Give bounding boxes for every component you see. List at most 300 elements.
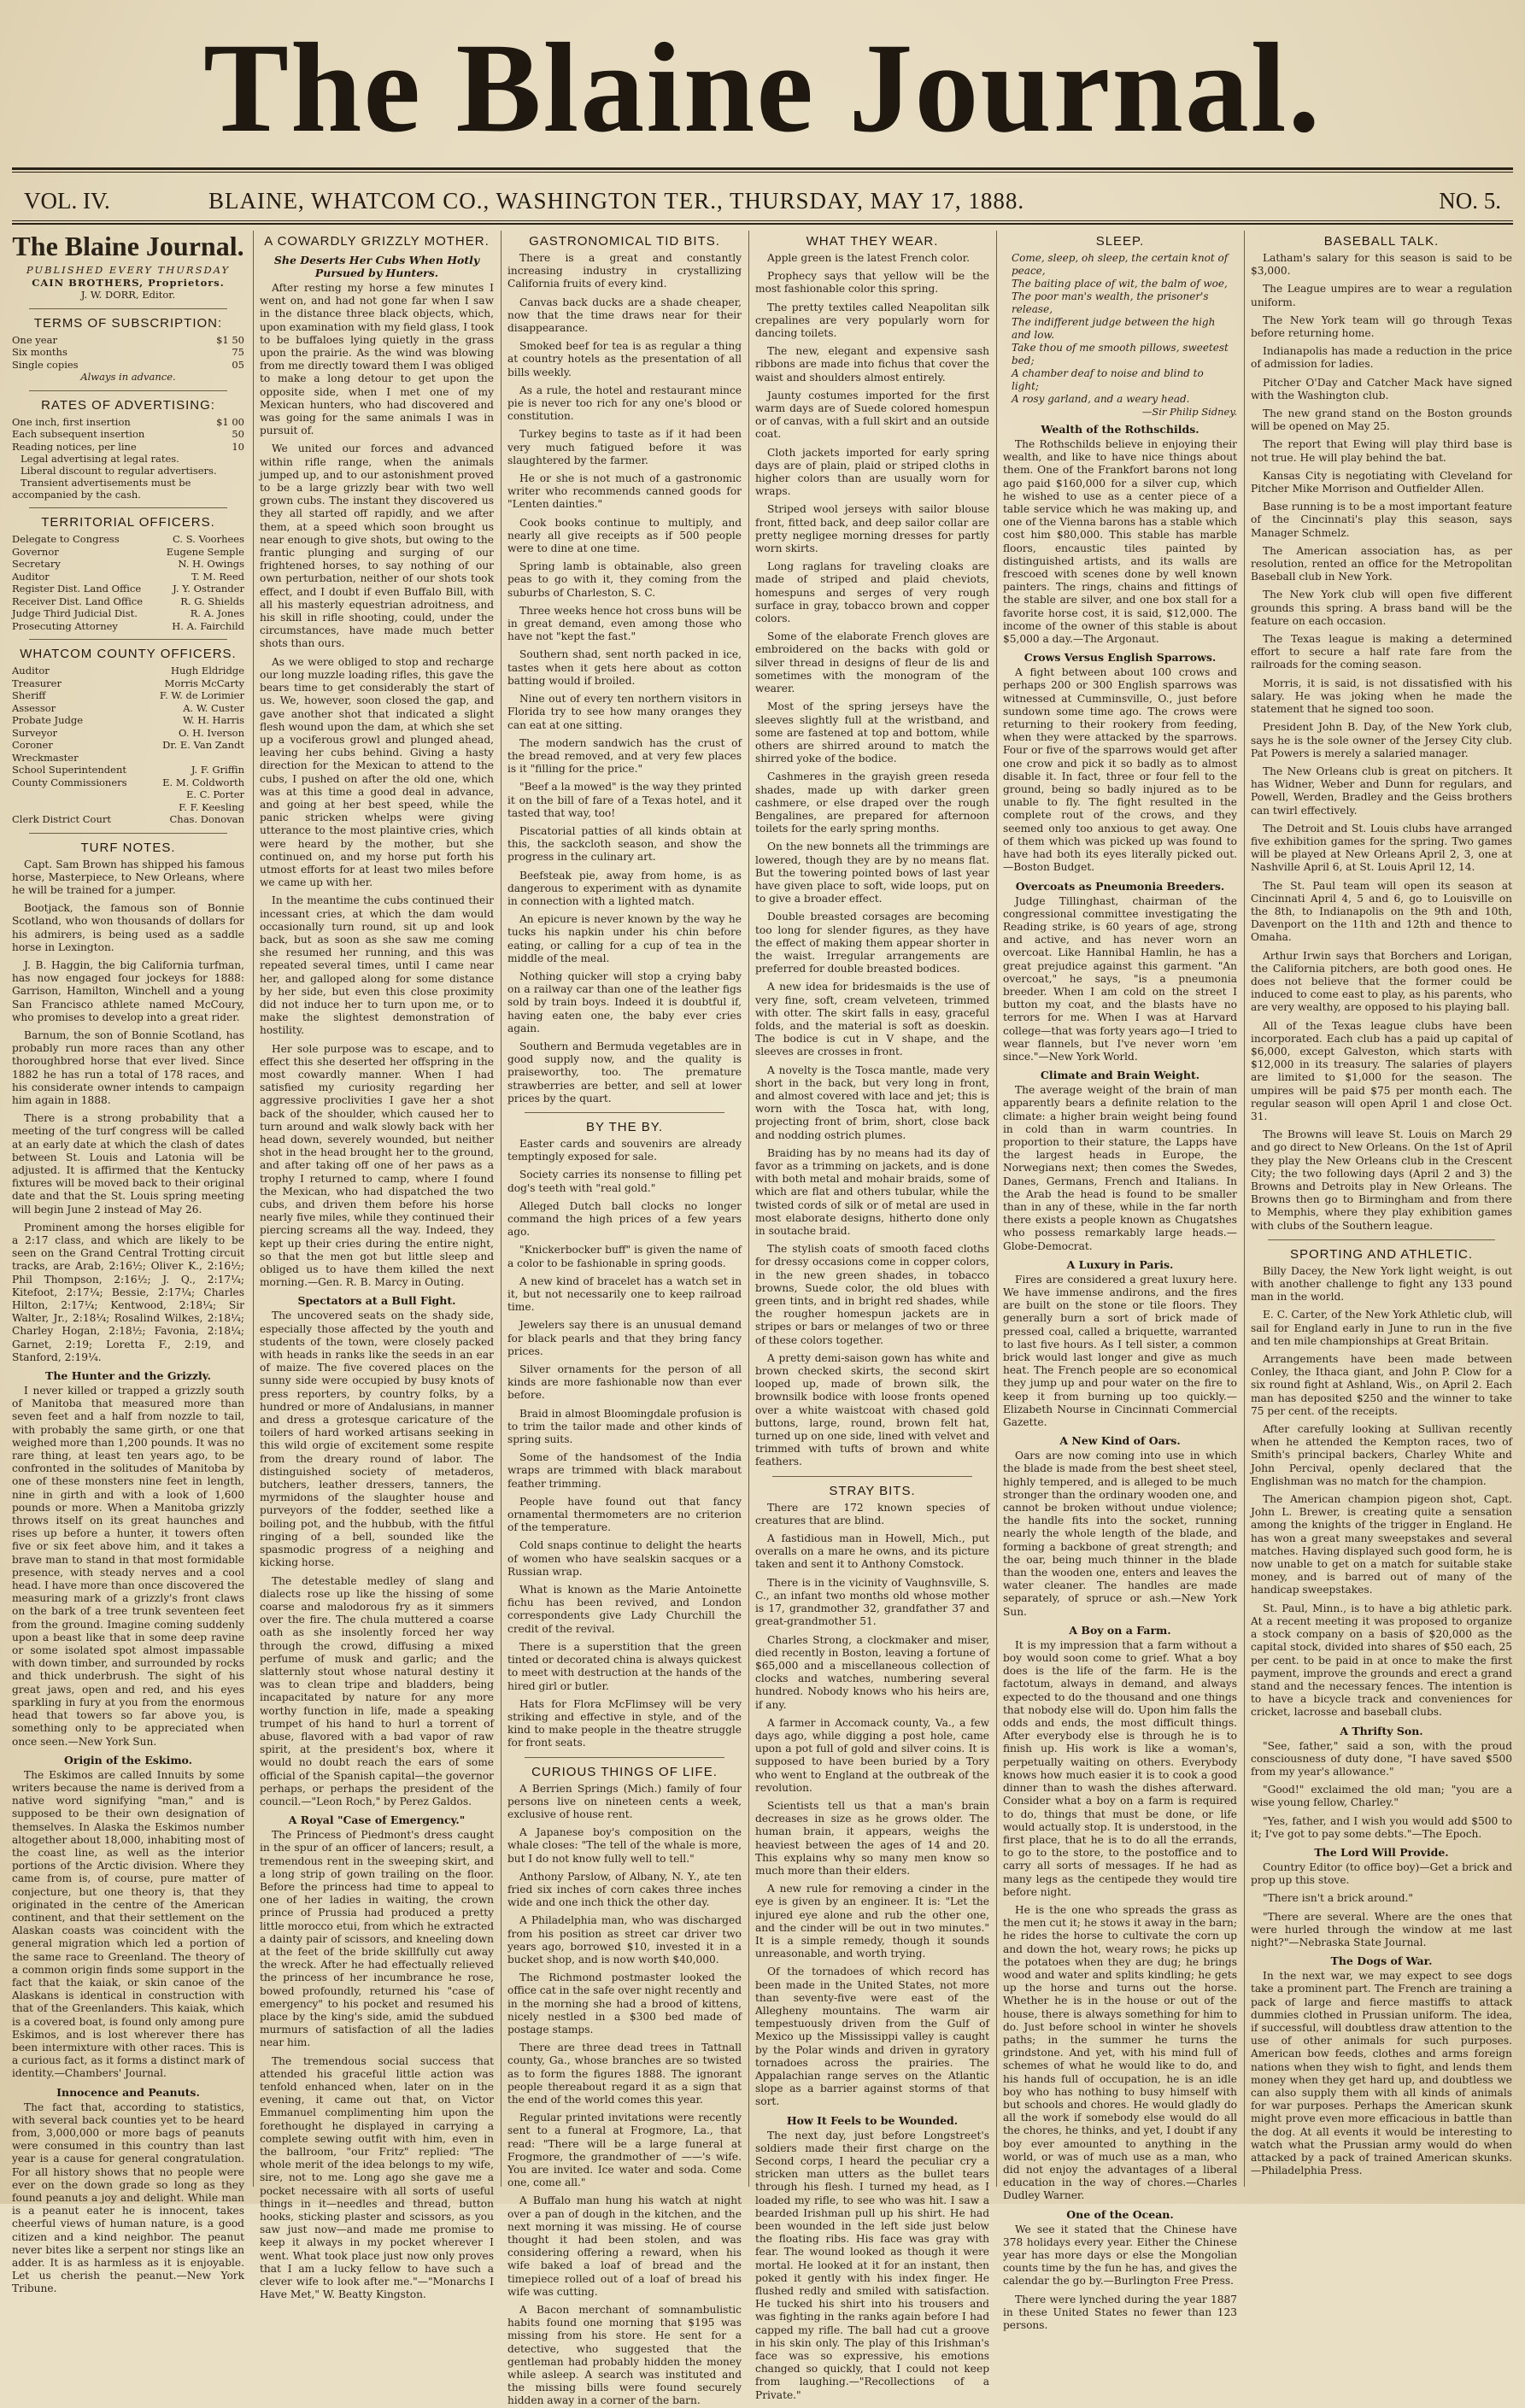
listing-row (12, 595, 244, 608)
grizzly-heading: A COWARDLY GRIZZLY MOTHER. (264, 234, 490, 249)
article-paragraph: Country Editor (to office boy)—Get a brick and prop up this stove. (1251, 1860, 1512, 1887)
article-paragraph: An epicure is never known by the way he tucks his napkin under his chin before eating, or calling for a cup of tea in the middle of the meal. (507, 913, 742, 964)
article-paragraph: Hats for Flora McFlimsey will be very striking and effective in style, and of the kind to make people in the theatre struggle for front seats. (507, 1697, 742, 1749)
listing-label: Probate Judge (12, 714, 84, 726)
listing-row (12, 546, 244, 559)
article-paragraph: The next day, just before Longstreet's soldiers made their first charge on the Second corps, I heard the peculiar cry a stricken man utters as the bullet tears through his flesh. I turned my head, as I loaded my rifle, to see who was hit. I saw a bearded Irishman pull up his shirt. He had been wounded in the left side just below the floating ribs. His face was gray with fear. The wound looked as though it were mortal. He looked at it for an instant, then poked it gently with his index finger. He flushed redly and smiled with satisfaction. He tucked his shirt into his trousers and was fighting in the ranks again before I had capped my rifle. The ball had cut a groove in his skin only. The play of this Irishman's face was so expressive, his emotions changed so quickly, that I could not keep from laughing.—"Recollections of a Private." (755, 2129, 989, 2401)
column-rule (1244, 231, 1245, 2187)
article-paragraph: Spring lamb is obtainable, also green peas to go with it, they coming from the suburbs of Charleston, S. C. (507, 560, 742, 599)
poem-line: The indifferent judge between the high and low. (1012, 316, 1216, 341)
article-paragraph: He or she is not much of a gastronomic writer who recommends canned goods for "Lenten dainties." (507, 472, 742, 511)
subscription-note: Always in advance. (80, 371, 176, 383)
listing-value: R. A. Jones (190, 607, 244, 619)
article-paragraph: Morris, it is said, is not dissatisfied with his salary. He was joking when he made the statement that he signed too soon. (1251, 677, 1512, 716)
article-paragraph: Oars are now coming into use in which the blade is made from the best sheet steel, highly tempered, and is alleged to be much stronger than the ordinary wooden one, and cannot be broken without undue violence; the handle fits into the socket, running nearly the whole length of the blade, and forming a backbone of great strength; and the oar, being much thinner in the blade than the wooden one, enters and leaves the water cleaner. The handles are made separately, of spruce or ash.—New York Sun. (1003, 1450, 1237, 1618)
article-paragraph: As we were obliged to stop and recharge our long muzzle loading rifles, this gave the bears time to get considerably the start of us. We, however, soon closed the gap, and gave another shot that indicated a slight flesh wound upon the dam, at which she set up a vociferous growl and plunged ahead, leaving her cubs behind. Giving a hasty direction for the Mexican to attend to the cubs, I pushed on after the old one, which was at this time a good deal in advance, and going at her best speed, while the panic stricken whelps were giving utterance to the most plaintive cries, which were heard by the mother, but she continued on, and my horse put forth his utmost efforts for at least two miles before we came up with her. (260, 655, 494, 889)
column-rule (748, 231, 749, 2187)
crows-heading: Crows Versus English Sparrows. (1024, 651, 1217, 665)
listing-row (12, 689, 244, 702)
article-paragraph: Silver ornaments for the person of all kinds are more fashionable now than ever before. (507, 1363, 742, 1402)
article-paragraph: Prophecy says that yellow will be the most fashionable color this spring. (755, 270, 989, 296)
article-paragraph: Charles Strong, a clockmaker and miser, died recently in Boston, leaving a fortune of $65,000 and a miscellaneous collection of clocks and watches, numbering several hundred. Nobody knows who his heirs are, if any. (755, 1633, 989, 1711)
oars-article (1003, 1450, 1237, 1619)
article-paragraph: Braid in almost Bloomingdale profusion is to trim the tailor made and other kinds of spring suits. (507, 1407, 742, 1446)
article-paragraph: Jaunty costumes imported for the first warm days are of Suede colored homespun or of canvas, with a full skirt and an outside coat. (755, 389, 989, 441)
article-paragraph: Regular printed invitations were recently sent to a funeral at Frogmore, La., that read: "There will be a large funeral at Frogmore, the grandmother of ——'s wife. You are invited. Ice water and soda. Come one, come all." (507, 2112, 742, 2189)
listing-row (12, 714, 244, 727)
sporting-heading: SPORTING AND ATHLETIC. (1290, 1246, 1473, 1262)
peanuts-heading: Innocence and Peanuts. (56, 2085, 200, 2099)
wounded-heading: How It Feels to be Wounded. (786, 2113, 959, 2127)
article-paragraph: Beefsteak pie, away from home, is as dangerous to experiment with as dynamite in connection with a lighted match. (507, 869, 742, 907)
listing-label: Delegate to Congress (12, 533, 120, 545)
article-paragraph: We united our forces and advanced within rifle range, when the animals jumped up, and to our astonishment proved to be a large grizzly bear with two well grown cubs. The instant they discovered us they all started off rapidly, and we after them, at a speed which soon brought us near enough to give shots, but owing to the frantic plunging and surging of our frightened horses, to say nothing of our own perturbation, neither of our shots took effect, and I doubt if even Buffalo Bill, with all his masterly equestrian adroitness, and his skill in rifle shooting, could, under the circumstances, have made much better shots than ours. (260, 442, 494, 650)
paper-name: The Blaine Journal. (12, 231, 244, 261)
listing-label: Reading notices, per line (12, 440, 137, 453)
listing-row (12, 334, 244, 347)
listing-row (12, 788, 244, 801)
listing-value: O. H. Iverson (179, 726, 244, 739)
peanuts-article (12, 2101, 244, 2296)
article-paragraph: Indianapolis has made a reduction in the price of admission for ladies. (1251, 345, 1512, 371)
listing-value: 10 (232, 440, 244, 453)
article-paragraph: Latham's salary for this season is said to be $3,000. (1251, 252, 1512, 278)
advertising-note: Legal advertising at legal rates. (21, 453, 179, 465)
listing-label: Auditor (12, 570, 50, 583)
article-paragraph: "Beef a la mowed" is the way they printed it on the bill of fare of a Texas hotel, and it tasted that way, too! (507, 781, 742, 819)
article-paragraph: Nothing quicker will stop a crying baby on a railway car than one of the leather figs sold by train boys. Indeed it is doubtful if, having eaten one, the baby ever cries again. (507, 970, 742, 1034)
listing-label: Judge Third Judicial Dist. (12, 607, 138, 619)
article-paragraph: Braiding has by no means had its day of favor as a trimming on jackets, and is done with both metal and mohair braids, some of which are flat and others tubular, while the twisted cords of silk or of metal are used in most elaborate designs, hitherto done only in soutache braid. (755, 1146, 989, 1238)
listing-row (12, 739, 244, 752)
listing-row (12, 441, 244, 454)
poem-line: The baiting place of wit, the balm of woe, (1012, 278, 1228, 290)
listing-label: Auditor (12, 665, 50, 677)
listing-label: Wreckmaster (12, 751, 79, 764)
article-paragraph: As a rule, the hotel and restaurant mince pie is never too rich for any one's blood or constitution. (507, 384, 742, 423)
subscription-table (12, 334, 244, 372)
column-2 (260, 229, 494, 2301)
article-paragraph: A pretty demi-saison gown has white and brown checked skirts, the second skirt looped up, made of brown silk, the brownsilk bodice with loose fronts opened over a white waistcoat with chased gold buttons, large, round, brown felt hat, turned up on one side, lined with velvet and trimmed with tufts of brown and white feathers. (755, 1351, 989, 1468)
listing-row (12, 571, 244, 583)
article-paragraph: A new rule for removing a cinder in the eye is given by an engineer. It is: "Let the injured eye alone and rub the other one, and the cinder will be out in two minutes." It is a simple remedy, though it sounds unreasonable, and worth trying. (755, 1883, 989, 1960)
masthead: The Blaine Journal. (202, 17, 1323, 159)
byby-heading: BY THE BY. (585, 1119, 664, 1134)
article-paragraph: After resting my horse a few minutes I went on, and had not gone far when I saw in the distance three black objects, which, upon examination with my field glass, I took to be buffaloes lying quietly in the grass upon the prairie. As the wind was blowing from me directly toward them I was obliged to make a long detour to get upon the opposite side, when I met one of my Mexican hunters, who had discovered and was going for the same animals I was in pursuit of. (260, 282, 494, 437)
column-1 (12, 229, 244, 2295)
article-paragraph: I never killed or trapped a grizzly south of Manitoba that measured more than seven feet and a half from nozzle to tail, with probably the same girth, or one that weighed more than 1,200 pounds. It was no rare thing, at least ten years ago, to be confronted in the solitudes of Manitoba by one of these monsters nine feet in length, nine in girth and with a look of 1,600 pounds or more. When a Manitoba grizzly throws itself on its great haunches and rises up before a hunter, it towers often five or six feet above him, and it takes a brave man to stand in that most formidable presence, with steady nerves and a cool head. I have more than once discovered the measuring mark of a grizzly's front claws on the bark of a tree trunk seventeen feet from the ground. Imagine coming suddenly upon a beast like that in some deep ravine or some isolated spot almost impassable with down timber, and surrounded by rocks and thick underbrush. The sight of his great jaws, open and red, and his eyes sparkling in fury at you from the enormous head that towers so far above you, is something only to be appreciated when once seen.—New York Sun. (12, 1385, 244, 1748)
article-paragraph: Fires are considered a great luxury here. We have immense andirons, and the fires are built on the stone or tile floors. They generally burn a sort of brick made of pressed coal, called a briquette, warranted to last five hours. As I tell sister, a common brick would last longer and give as much heat. The French people are so economical they jump up and pour water on the fire to keep it from burning up too quickly.—Elizabeth Nourse in Cincinnati Commercial Gazette. (1003, 1273, 1237, 1429)
separator (1268, 1239, 1495, 1240)
column-5 (1003, 229, 1237, 2332)
listing-value: Hugh Eldridge (171, 665, 244, 677)
article-paragraph: There were lynched during the year 1887 in these United States no fewer than 123 persons. (1003, 2293, 1237, 2332)
advertising-table (12, 416, 244, 454)
oars-heading: A New Kind of Oars. (1059, 1434, 1181, 1448)
listing-label: Governor (12, 545, 59, 558)
listing-value: Eugene Semple (166, 545, 244, 558)
ocean-heading: One of the Ocean. (1066, 2207, 1174, 2221)
county-heading: WHATCOM COUNTY OFFICERS. (20, 647, 237, 661)
article-paragraph: Billy Dacey, the New York light weight, is out with another challenge to fight any 133 pound man in the world. (1251, 1264, 1512, 1304)
article-paragraph: "See, father," said a son, with the proud consciousness of duty done, "I have saved $500 from my year's allowance." (1251, 1739, 1512, 1778)
rothschild-heading: Wealth of the Rothschilds. (1041, 423, 1199, 436)
listing-value: F. F. Keesling (179, 800, 244, 813)
article-paragraph: It is my impression that a farm without a boy would soon come to grief. What a boy does is the life of the farm. He is the factotum, always in demand, and always expected to do the thousand and one things that nobody else will do. Upon him falls the odds and ends, the most difficult things. After everybody else is through he is to finish up. His work is like a woman's, perpetually waiting on others. Everybody knows how much easier it is to cook a good dinner than to wash the dishes afterward. Consider what a boy on a farm is required to do, things that must be done, or life would actually stop. It is understood, in the first place, that he is to do all the errands, to go to the store, to the postoffice and to carry all sorts of messages. If he had as many legs as the centipede they would tire before night. (1003, 1638, 1237, 1898)
listing-label: Clerk District Court (12, 813, 111, 825)
listing-row (12, 752, 244, 765)
article-paragraph: The Texas league is making a determined effort to secure a half rate fare from the railroads for the coming season. (1251, 633, 1512, 671)
listing-value: N. H. Owings (178, 558, 244, 570)
poem-line: The poor man's wealth, the prisoner's release, (1012, 290, 1209, 315)
article-paragraph: Anthony Parslow, of Albany, N. Y., ate ten fried six inches of corn cakes three inches wide and one inch thick the other day. (507, 1870, 742, 1909)
listing-label: Surveyor (12, 726, 58, 739)
article-paragraph: Nine out of every ten northern visitors in Florida try to see how many oranges they can eat at one sitting. (507, 693, 742, 731)
lord-heading: The Lord Will Provide. (1314, 1845, 1449, 1859)
article-paragraph: A new idea for bridesmaids is the use of very fine, soft, cream velveteen, trimmed with otter. The skirt falls in easy, graceful folds, and the material is soft as doeskin. The bodice is cut in V shape, and the sleeves are crosses in front. (755, 981, 989, 1058)
baseball-article (1251, 252, 1512, 1233)
climate-article (1003, 1084, 1237, 1253)
listing-value: J. F. Griffin (191, 764, 244, 776)
article-paragraph: Kansas City is negotiating with Cleveland for Pitcher Mike Morrison and Outfielder Allen. (1251, 469, 1512, 495)
listing-label: Prosecuting Attorney (12, 619, 118, 632)
separator (29, 390, 227, 391)
article-paragraph: On the new bonnets all the trimmings are lowered, though they are by no means flat. But the towering pointed bows of last year have given place to soft, wide loops, put on to give a broader effect. (755, 841, 989, 905)
article-paragraph: Cook books continue to multiply, and nearly all give receipts as if 500 people were to dine at one time. (507, 516, 742, 555)
luxury-article (1003, 1274, 1237, 1429)
listing-value: 05 (232, 358, 244, 371)
listing-row (12, 428, 244, 441)
farm-heading: A Boy on a Farm. (1069, 1623, 1171, 1637)
listing-row (12, 583, 244, 595)
article-paragraph: A novelty is the Tosca mantle, made very short in the back, but very long in front, and almost covered with lace and jet; this is worn with the Tosca hat, with long, projecting front of brim, short, close back and nodding ostrich plumes. (755, 1063, 989, 1141)
listing-row (12, 533, 244, 546)
sleep-heading: SLEEP. (1095, 234, 1145, 249)
article-paragraph: Capt. Sam Brown has shipped his famous horse, Masterpiece, to New Orleans, where he will be trained for a jumper. (12, 858, 244, 896)
article-paragraph: In the next war, we may expect to see dogs take a prominent part. The French are training a pack of large and fierce mastiffs to attack dummies clothed in Prussian uniform. The idea, if successful, will doubtless draw attention to the use of other animals for such purposes. American bow feeds, clothes and arms foreign nations when they wish to fight, and lends them money when they get hard up, and doubtless we can also supply them with all kinds of animals for war purposes. Perhaps the American skunk might prove even more efficacious in battle than the dog. At all events it would be interesting to watch what the Prussian army would do when attacked by a pack of trained American skunks.—Philadelphia Press. (1251, 1970, 1512, 2177)
article-paragraph: The new, elegant and expensive sash ribbons are made into fichus that cover the waist and shoulders almost entirely. (755, 345, 989, 384)
article-paragraph: There is a strong probability that a meeting of the turf congress will be called at an early date at which the clash of dates between St. Louis and Latonia will be adjusted. It is affirmed that the Kentucky fixtures will be moved back to their original date and that the St. Louis spring meeting will begin June 2 instead of May 26. (12, 1112, 244, 1216)
listing-label: Treasurer (12, 677, 62, 689)
article-paragraph: Judge Tillinghast, chairman of the congressional committee investigating the Reading strike, is 60 years of age, strong and active, and has never worn an overcoat. Like Hannibal Hamlin, he has a great prejudice against this garment. "An overcoat," he says, "is a pneumonia breeder. When I am cold on the street I button my coat, and the blasts have no terrors for me. When I was at Harvard college—that was forty years ago—I tried to wear flannels, but I've never worn 'em since."—New York World. (1003, 894, 1237, 1063)
hunter-heading: The Hunter and the Grizzly. (45, 1369, 211, 1383)
listing-label: Coroner (12, 739, 53, 751)
advertising-heading: RATES OF ADVERTISING: (41, 397, 215, 413)
article-paragraph: Scientists tell us that a man's brain decreases in size as he grows older. The human brain, it appears, weighs the heaviest between the ages of 14 and 20. This explains why so many men know so much more than their elders. (755, 1799, 989, 1877)
article-paragraph: The pretty textiles called Neapolitan silk crepalines are very popularly worn for dancing toilets. (755, 301, 989, 340)
article-paragraph: Striped wool jerseys with sailor blouse front, fitted back, and deep sailor collar are pretty negligee morning dresses for partly worn skirts. (755, 503, 989, 555)
article-paragraph: The Rothschilds believe in enjoying their wealth, and like to have nice things about them. One of the Frankfort barons not long ago paid $160,000 for a silver cup, which he wished to use as a center piece of a table service which he was making up, and one of the Vienna barons has a stable which cost him $80,000. This stable has marble floors, encaustic tiles painted by distinguished artists, and its walls are frescoed with scenes done by well known painters. The rings, chains and fittings of the stable are silver, and one box stall for a favorite horse cost, it is said, $12,000. The income of the owner of this stable is about $5,000 a day.—The Argonaut. (1003, 438, 1237, 646)
article-paragraph: Her sole purpose was to escape, and to effect this she deserted her offspring in the most cowardly manner. When I had satisfied my curiosity regarding her aggressive proclivities I gave her a shot back of the shoulder, which caused her to turn around and walk slowly back with her head down, severely wounded, but neither shot in the head brought her to the ground, and after taking off one of her paws as a trophy I returned to camp, where I found the Mexican, who had dispatched the two cubs, and driven them before his horse nearly five miles, while they continued their piercing screams all the way. Indeed, they kept up their cries during the entire night, so that the men got but little sleep and obliged us to have them killed the next morning.—Gen. R. B. Marcy in Outing. (260, 1042, 494, 1289)
article-paragraph: The average weight of the brain of man apparently bears a definite relation to the climate: a higher brain weight being found in cold than in warm countries. In proportion to their stature, the Lapps have the largest heads in Europe, the Norwegians next; then comes the Swedes, Danes, Germans, French and Italians. In the Arab the head is found to be smaller than in any of these, while in the far north there exists a people known as Chugatshes who possess remarkably large heads.—Globe-Democrat. (1003, 1084, 1237, 1252)
stray-heading: STRAY BITS. (829, 1483, 916, 1498)
poem-line: A rosy garland, and a weary head. (1012, 393, 1190, 405)
article-paragraph: Most of the spring jerseys have the sleeves slightly full at the wristband, and some are fastened at top and bottom, while others are shirred around to match the shirred yoke of the bodice. (755, 700, 989, 765)
article-paragraph: Barnum, the son of Bonnie Scotland, has probably run more races than any other thoroughbred horse that ever lived. Since 1882 he has run a total of 178 races, and his considerate owner intends to campaign him again in 1888. (12, 1028, 244, 1106)
curious-heading: CURIOUS THINGS OF LIFE. (531, 1764, 718, 1779)
listing-row (12, 665, 244, 677)
separator (29, 507, 227, 508)
separator (29, 833, 227, 834)
listing-label: Single copies (12, 358, 79, 371)
article-paragraph: A Berrien Springs (Mich.) family of four persons live on nineteen cents a week, exclusive of house rent. (507, 1782, 742, 1820)
place-and-date: BLAINE, WHATCOM CO., WASHINGTON TER., THURSDAY, MAY 17, 1888. (208, 188, 1025, 214)
article-paragraph: Piscatorial patties of all kinds obtain at this, the sackcloth season, and show the progress in the culinary art. (507, 824, 742, 864)
article-paragraph: Prominent among the horses eligible for a 2:17 class, and which are likely to be seen on the Grand Central Trotting circuit tracks, are Arab, 2:16½; Oliver K., 2:16½; Phil Thompson, 2:16½; J. Q., 2:17¼; Kitefoot, 2:17¼; Bessie, 2:17¼; Charles Hilton, 2:17¼; Kentwood, 2:18¼; Sir Walter, Jr., 2:18¼; Rosalind Wilkes, 2:18¼; Charley Hogan, 2:18½; Favonia, 2:18¼; Garnet, 2:19; Loretta F., 2:19, and Stanford, 2:19¼. (12, 1221, 244, 1363)
wounded-article (755, 2130, 989, 2402)
listing-label: Sheriff (12, 689, 46, 701)
column-rule (996, 231, 997, 2187)
article-paragraph: "There are several. Where are the ones that were hurled through the window at me last night?"—Nebraska State Journal. (1251, 1910, 1512, 1948)
masthead-rule-thin (12, 172, 1513, 173)
royal-article (260, 1829, 494, 2301)
poem-line: Take thou of me smooth pillows, sweetest bed; (1012, 342, 1229, 366)
article-paragraph: The modern sandwich has the crust of the bread removed, and at very few places is it "filling for the price." (507, 736, 742, 776)
article-paragraph: Pitcher O'Day and Catcher Mack have signed with the Washington club. (1251, 376, 1512, 401)
article-paragraph: The New York club will open five different grounds this spring. A brass band will be the feature on each occasion. (1251, 589, 1512, 627)
separator (525, 1112, 724, 1113)
wear-article (755, 252, 989, 1469)
listing-row (12, 801, 244, 814)
listing-value: 50 (232, 428, 244, 440)
article-paragraph: There is a superstition that the green tinted or decorated china is always quickest to meet with destruction at the hands of the hired girl or butler. (507, 1640, 742, 1692)
listing-value: H. A. Fairchild (172, 619, 244, 632)
article-paragraph: President John B. Day, of the New York club, says he is the sole owner of the Jersey City club. Pat Powers is merely a salaried manager. (1251, 721, 1512, 759)
article-paragraph: The American association has, as per resolution, rented an office for the Metropolitan Baseball club in New York. (1251, 544, 1512, 583)
article-paragraph: Three weeks hence hot cross buns will be in great demand, even among those who have not "kept the fast." (507, 604, 742, 643)
listing-row (12, 776, 244, 789)
listing-value: Dr. E. Van Zandt (162, 739, 244, 751)
dateline (12, 178, 1513, 224)
article-paragraph: Alleged Dutch ball clocks no longer command the high prices of a few years ago. (507, 1199, 742, 1239)
editor: J. W. DORR, Editor. (80, 289, 176, 301)
listing-label: Receiver Dist. Land Office (12, 595, 144, 607)
separator (29, 639, 227, 640)
listing-row (12, 359, 244, 372)
article-paragraph: Bootjack, the famous son of Bonnie Scotland, who won thousands of dollars for his admirers, is being used as a saddle horse in Lexington. (12, 902, 244, 953)
advertising-note: Liberal discount to regular advertisers. (21, 465, 217, 477)
article-paragraph: The detestable medley of slang and dialects rose up like the hissing of some coarse and malodorous fry as it simmers over the fire. The chula muttered a coarse oath as she insolently forced her way through the crowd, diffusing a mixed perfume of musk and garlic; and the slatternly stout whose natural destiny it was to clean tripe and bladders, being incapacitated by nature for any more worthy function in life, made a speaking trumpet of his hand to hurl a torrent of abuse, flavored with a bad vapor of raw spirit, at the president's box, where it would no doubt reach the ears of some official of the Spanish capital—the governor perhaps, or perhaps the president of the council.—"Leon Roch," by Perez Galdos. (260, 1574, 494, 1807)
article-paragraph: There are three dead trees in Tattnall county, Ga., whose branches are so twisted as to form the figures 1888. The ignorant people thereabout regard it as a sign that the end of the world comes this year. (507, 2042, 742, 2106)
article-paragraph: What is known as the Marie Antoinette fichu has been revived, and London correspondents give Lady Churchill the credit of the revival. (507, 1584, 742, 1635)
overcoats-article (1003, 895, 1237, 1064)
article-paragraph: The Princess of Piedmont's dress caught in the spur of an officer of lancers; result, a tremendous rent in the sweeping skirt, and a long strip of gown trailing on the floor. Before the princess had time to appeal to one of her ladies in waiting, the crown prince of Prussia had produced a pretty little morocco etui, from which he extracted a dainty pair of scissors, and kneeling down at the feet of the bride skillfully cut away the wreck. After he had effectually relieved the princess of her incumbrance he rose, bowed profoundly, returned his "case of emergency" to his pocket and resumed his place by the king's side, amid the subdued murmurs of satisfaction of all the ladies near him. (260, 1829, 494, 2049)
article-paragraph: All of the Texas league clubs have been incorporated. Each club has a paid up capital of $6,000, except Galveston, which starts with $12,000 in its treasury. The salaries of players are limited to $1,000 for the season. The umpires will be paid $75 per month each. The regular season will open April 1 and close Oct. 31. (1251, 1019, 1512, 1122)
article-paragraph: Arthur Irwin says that Borchers and Lorigan, the California pitchers, are both good ones. He does not believe that the former could be induced to come east to play, as his parents, who are very wealthy, are opposed to his playing ball. (1251, 949, 1512, 1014)
luxury-heading: A Luxury in Paris. (1066, 1257, 1174, 1271)
article-paragraph: St. Paul, Minn., is to have a big athletic park. At a recent meeting it was proposed to organize a stock company on a basis of $20,000 as the capital stock, divided into shares of $50 each, 25 per cent. to be paid in at once to make the first payment, improve the grounds and erect a grand stand and the necessary fences. The intention is to have a bicycle track and conveniences for cricket, lacrosse and baseball clubs. (1251, 1602, 1512, 1719)
article-paragraph: Some of the handsomest of the India wraps are trimmed with black marabout feather trimming. (507, 1451, 742, 1490)
wear-heading: WHAT THEY WEAR. (806, 234, 939, 249)
listing-value: Chas. Donovan (169, 813, 244, 825)
article-paragraph: Smoked beef for tea is as regular a thing at country hotels as the presentation of all bills weekly. (507, 340, 742, 378)
article-paragraph: Some of the elaborate French gloves are embroidered on the backs with gold or silver thread in designs of fleur de lis and sometimes with the monogram of the wearer. (755, 630, 989, 695)
listing-row (12, 813, 244, 826)
dogs-heading: The Dogs of War. (1330, 1954, 1433, 1968)
listing-value: E. C. Porter (185, 788, 244, 800)
subscription-heading: TERMS OF SUBSCRIPTION: (33, 315, 223, 331)
article-paragraph: A new kind of bracelet has a watch set in it, but not necessarily one to keep railroad time. (507, 1274, 742, 1314)
listing-label: Assessor (12, 701, 56, 714)
column-3 (507, 229, 742, 2407)
grizzly-article (260, 282, 494, 1289)
masthead-rule (12, 167, 1513, 170)
article-paragraph: We see it stated that the Chinese have 378 holidays every year. Either the Chinese year has more days or else the Mongolian counts time by the fun he has, and gives the calendar the go by.—Burlington Free Press. (1003, 2223, 1237, 2288)
advertising-note: Transient advertisements must be accompanied by the cash. (12, 477, 191, 501)
curious-article (507, 1783, 742, 2408)
listing-value: F. W. de Lorimier (159, 689, 244, 701)
article-paragraph: The report that Ewing will play third base is not true. He will play behind the bat. (1251, 438, 1512, 464)
listing-row (12, 764, 244, 776)
separator (29, 308, 227, 309)
climate-heading: Climate and Brain Weight. (1040, 1069, 1200, 1082)
article-paragraph: The fact that, according to statistics, with several back counties yet to be heard from, 3,000,000 or more bags of peanuts were consumed in this country than last year is a cause for general congratulation. For all history shows that no people were ever on the down grade so long as they found peanuts a joy and delight. While man is a peanut eater he is innocent, takes cheerful views of human nature, is a good citizen and a kind neighbor. The peanut never bites like a serpent nor stings like an adder. It is as harmless as it is enjoyable. Let us cherish the peanut.—New York Tribune. (12, 2100, 244, 2295)
bullfight-article (260, 1309, 494, 1808)
baseball-heading: BASEBALL TALK. (1323, 234, 1440, 249)
article-paragraph: Society carries its nonsense to filling pet dog's teeth with "real gold." (507, 1169, 742, 1194)
article-paragraph: A fight between about 100 crows and perhaps 200 or 300 English sparrows was witnessed at Cumminsville, O., just before sundown some time ago. The crows were returning to their rookery from feeding, when they were attacked by the sparrows. Four or five of the sparrows would get after one crow and pick it so badly as to almost disable it. In fact, three or four fell to the ground, being so badly injured as to be unable to fly. The fight resulted in the complete rout of the crows, and they seemed only too anxious to get away. One of them which was picked up was found to have had both its eyes literally picked out.—Boston Budget. (1003, 666, 1237, 874)
article-paragraph: The Richmond postmaster looked the office cat in the safe over night recently and in the morning she had a brood of kittens, nicely nestled in a $300 bed made of postage stamps. (507, 1972, 742, 2036)
listing-label: Six months (12, 346, 67, 358)
article-paragraph: Arrangements have been made between Conley, the Ithaca giant, and John P. Clow for a six round fight at Ashland, Wis., on April 2. Each man has deposited $250 and the winner to take 75 per cent. of the receipts. (1251, 1353, 1512, 1417)
rothschild-article (1003, 438, 1237, 646)
thrifty-heading: A Thrifty Son. (1340, 1724, 1423, 1737)
article-paragraph: He is the one who spreads the grass as the men cut it; he stows it away in the barn; he rides the horse to cultivate the corn up and down the hot, weary rows; he picks up the potatoes when they are dug; he brings wood and water and splits kindling; he gets up the horse and turns out the horse. Whether he is in the house or out of the house, there is always something for him to do. Just before school in winter he shovels paths; in the summer he turns the grindstone. And yet, with his mind full of schemes of what he would like to do, and his hands full of occupation, he is an idle boy who has nothing to busy himself with but schools and chores. He would gladly do all the work if somebody else would do all the chores, he thinks, and yet, I doubt if any boy ever amounted to anything in the world, or was of much use as a man, who did not enjoy the advantages of a liberal education in the way of chores.—Charles Dudley Warner. (1003, 1903, 1237, 2202)
farm-article (1003, 1639, 1237, 2203)
volume-number: VOL. IV. (24, 188, 110, 214)
article-paragraph: The New Orleans club is great on pitchers. It has Widner, Weber and Dunn for regulars, and Powell, Werden, Bradley and the Geiss brothers can twirl effectively. (1251, 765, 1512, 817)
article-paragraph: The Browns will leave St. Louis on March 29 and go direct to New Orleans. On the 1st of April they play the New Orleans club in the Crescent City; the two following days (April 2 and 3) the Browns and Detroits play in New Orleans. The Browns then go to Birmingham and from there to Memphis, where they play exhibition games with clubs of the Southern league. (1251, 1128, 1512, 1232)
eskimo-heading: Origin of the Eskimo. (63, 1753, 193, 1766)
listing-value: J. Y. Ostrander (173, 583, 244, 595)
poem-line: A chamber deaf to noise and blind to light; (1012, 367, 1204, 392)
listing-value: A. W. Custer (183, 701, 244, 714)
stray-article (755, 1502, 989, 2109)
article-paragraph: J. B. Haggin, the big California turfman, has now engaged four jockeys for 1888: Garrison, Hamilton, Winchell and a young San Francisco athlete named McCoury, who promises to develop into a great rider. (12, 958, 244, 1023)
article-paragraph: Turkey begins to taste as if it had been very much fatigued before it was slaughtered by the farmer. (507, 428, 742, 466)
listing-label: Each subsequent insertion (12, 428, 145, 440)
article-paragraph: Cold snaps continue to delight the hearts of women who have sealskin sacques or a Russian wrap. (507, 1539, 742, 1578)
bullfight-heading: Spectators at a Bull Fight. (297, 1294, 456, 1308)
article-paragraph: Canvas back ducks are a shade cheaper, now that the time draws near for their disappearance. (507, 296, 742, 335)
article-paragraph: A Bacon merchant of somnambulistic habits found one morning that $195 was missing from his store. He sent for a detective, who suggested that the gentleman had probably hidden the money while asleep. A search was instituted and the missing bills were found securely hidden away in a corner of the barn. (507, 2304, 742, 2407)
dateline-rule-thick (12, 223, 1513, 225)
article-paragraph: E. C. Carter, of the New York Athletic club, will sail for England early in June to run in the five and ten mile championships at Great Britain. (1251, 1309, 1512, 1347)
eskimo-article (12, 1769, 244, 2081)
gastro-article (507, 252, 742, 1105)
dogs-article (1251, 1970, 1512, 2177)
article-paragraph: "There isn't a brick around." (1263, 1892, 1413, 1905)
listing-value: T. M. Reed (191, 570, 244, 583)
listing-row (12, 727, 244, 740)
royal-heading: A Royal "Case of Emergency." (288, 1813, 466, 1827)
article-paragraph: A Philadelphia man, who was discharged from his position as street car driver two years ago, borrowed $10, invested it in a bucket shop, and is now worth $40,000. (507, 1914, 742, 1966)
article-paragraph: "Yes, father, and I wish you would add $500 to it; I've got to pay some debts."—The Epoch. (1251, 1814, 1512, 1840)
gastro-heading: GASTRONOMICAL TID BITS. (529, 234, 720, 249)
article-paragraph: Cloth jackets imported for early spring days are of plain, plaid or striped cloths in higher colors than are usually worn for wraps. (755, 446, 989, 498)
article-paragraph: People have found out that fancy ornamental thermometers are no criterion of the temperature. (507, 1495, 742, 1534)
article-paragraph: Southern shad, sent north packed in ice, tastes when it gets here about as cotton batting would if broiled. (507, 648, 742, 687)
listing-label: One inch, first insertion (12, 415, 131, 428)
listing-row (12, 346, 244, 359)
ocean-article (1003, 2223, 1237, 2333)
article-paragraph: "Good!" exclaimed the old man; "you are a wise young fellow, Charley." (1251, 1784, 1512, 1809)
sporting-article (1251, 1265, 1512, 1720)
turf-article (12, 858, 244, 1365)
listing-label: Register Dist. Land Office (12, 583, 142, 595)
article-paragraph: Southern and Bermuda vegetables are in good supply now, and the quality is praiseworthy, too. The premature strawberries are better, and sell at lower prices by the quart. (507, 1040, 742, 1104)
column-4 (755, 229, 989, 2401)
listing-label: One year (12, 333, 57, 346)
territorial-heading: TERRITORIAL OFFICERS. (41, 515, 215, 530)
lord-article (1251, 1861, 1512, 1949)
column-rule (253, 231, 254, 2187)
article-paragraph: Long raglans for traveling cloaks are made of striped and plaid cheviots, homespuns and serges of very rough surface in gray, tobacco brown and copper colors. (755, 560, 989, 625)
publishers: CAIN BROTHERS, Proprietors. (32, 276, 225, 289)
issue-number: NO. 5. (1439, 188, 1501, 214)
listing-row (12, 416, 244, 429)
article-paragraph: A Japanese boy's composition on the whale closes: "The tell of the whale is more, but I do not know fully well to tell." (507, 1826, 742, 1865)
listing-value: 75 (232, 346, 244, 358)
article-paragraph: "Knickerbocker buff" is given the name of a color to be fashionable in spring goods. (507, 1244, 742, 1269)
listing-value: E. M. Coldworth (162, 776, 244, 788)
listing-label: School Superintendent (12, 764, 126, 776)
listing-row (12, 677, 244, 690)
article-paragraph: The St. Paul team will open its season at Cincinnati April 4, 5 and 6, go to Louisville on the 8th, to Indianapolis on the 9th and 10th, Davenport on the 11th and 12th and thence to Omaha. (1251, 879, 1512, 944)
listing-value: $1 00 (216, 415, 244, 428)
listing-value: C. S. Voorhees (173, 533, 244, 545)
article-paragraph: The New York team will go through Texas before returning home. (1251, 313, 1512, 340)
separator (772, 1476, 972, 1477)
listing-label: Secretary (12, 558, 61, 570)
column-6 (1251, 229, 1512, 2194)
overcoats-heading: Overcoats as Pneumonia Breeders. (1015, 879, 1225, 893)
dateline-rule (12, 220, 1513, 221)
listing-row (12, 558, 244, 571)
article-paragraph: A farmer in Accomack county, Va., a few days ago, while digging a post hole, came upon a pot full of gold and silver coins. It is supposed to have been buried by a Tory who went to England at the outbreak of the revolution. (755, 1716, 989, 1794)
article-paragraph: Of the tornadoes of which record has been made in the United States, not more than seventy-five were east of the Allegheny mountains. The warm air tempestuously driven from the Gulf of Mexico up the Mississippi valley is caught by the Polar winds and driven in gyratory tornadoes across the prairies. The Appalachian range serves on the Atlantic slope as a barrier against storms of that sort. (755, 1966, 989, 2108)
crows-article (1003, 666, 1237, 874)
listing-value: W. H. Harris (183, 714, 244, 726)
thrifty-article (1251, 1740, 1512, 1841)
article-paragraph: The tremendous social success that attended his graceful little action was tenfold enhanced when, later on in the evening, it came out that, on Victor Emmanuel complimenting him upon the forethought he displayed in carrying a complete sewing outfit with him, even in the ballroom, "our Fritz" replied: "The whole merit of the idea belongs to my wife, sire, not to me. Long ago she gave me a pocket necessaire with all sorts of useful things in it—needles and thread, button hooks, sticking plaster and scissors, as you saw just now—and made me promise to keep it always in my pocket wherever I went. What took place just now only proves that I am a lucky fellow to have such a clever wife to look after me."—"Monarchs I Have Met," W. Beatty Kingston. (260, 2054, 494, 2301)
listing-value: Morris McCarty (164, 677, 244, 689)
published-line: PUBLISHED EVERY THURSDAY (26, 264, 231, 276)
article-paragraph: Double breasted corsages are becoming too long for slender figures, as they have the effect of making them appear shorter in the waist. Irregular arrangements are preferred for double breasted bodices. (755, 911, 989, 976)
article-paragraph: Easter cards and souvenirs are already temptingly exposed for sale. (507, 1137, 742, 1163)
separator (525, 1757, 724, 1758)
article-paragraph: There is a great and constantly increasing industry in crystallizing California fruits of every kind. (507, 252, 742, 290)
article-paragraph: There is in the vicinity of Vaughnsville, S. C., an infant two months old whose mother is 17, grandmother 32, grandfather 37 and great-grandmother 51. (755, 1576, 989, 1628)
article-paragraph: Jewelers say there is an unusual demand for black pearls and that they bring fancy prices. (507, 1319, 742, 1357)
article-paragraph: In the meantime the cubs continued their incessant cries, at which the dam would occasionally turn round, sit up and look back, but as soon as she saw me coming she resumed her running, and this was repeated several times, until I came near her, and galloped along for some distance by her side, but even this close proximity did not induce her to turn upon me, or to make the slightest demonstration of hostility. (260, 894, 494, 1037)
territorial-officers (12, 533, 244, 632)
poem-line: Come, sleep, oh sleep, the certain knot of peace, (1012, 252, 1229, 277)
article-paragraph: There are 172 known species of creatures that are blind. (755, 1501, 989, 1526)
article-paragraph: The Detroit and St. Louis clubs have arranged five exhibition games for the spring. Two games will be played at New Orleans April 2, 3, one at Nashville April 6, at St. Louis April 12, 14. (1251, 822, 1512, 874)
article-paragraph: A fastidious man in Howell, Mich., put overalls on a mare he owns, and its picture taken and sent it to Anthony Comstock. (755, 1532, 989, 1571)
county-officers (12, 665, 244, 826)
article-paragraph: The uncovered seats on the shady side, especially those affected by the youth and students of the town, were closely packed with heads in ranks like the seeds in an ear of maize. The five covered places on the sunny side were occupied by busy knots of press reporters, by country folks, by a hundred or more of Andalusians, in manner and dress a grotesque caricature of the toilers of hard worked artisans seeking in this wild orgie of excitement some respite from the dreary round of labor. The distinguished society of metaderos, butchers, leather dressers, tanners, the myrmidons of the slaughter house and purveyors of the fodder, seethed like a boiling pot, and the hubbub, with the fitful ringing of a bell, sounded like the spasmodic progress of a neighing and kicking horse. (260, 1309, 494, 1569)
article-paragraph: The stylish coats of smooth faced cloths for dressy occasions come in copper colors, in the new green shades, in tobacco browns, Suede color, the old blues with green tints, and in bright red shades, while the rougher homespun jackets are in stripes or bars or melanges of two or three of these colors together. (755, 1243, 989, 1346)
listing-label: County Commissioners (12, 776, 127, 788)
listing-value: $1 50 (216, 333, 244, 346)
article-paragraph: Cashmeres in the grayish green reseda shades, made up with darker green cashmere, or else draped over the rough Bengalines, are prepared for afternoon toilets for the early spring months. (755, 770, 989, 835)
sleep-author: —Sir Philip Sidney. (1141, 406, 1237, 418)
turf-heading: TURF NOTES. (80, 840, 176, 855)
article-paragraph: A Buffalo man hung his watch at night over a pan of dough in the kitchen, and the next morning it was missing. He of course thought it had been stolen, and was considering offering a reward, when his wife baked a loaf of bread and the timepiece rolled out of a loaf of bread his wife was cutting. (507, 2194, 742, 2298)
grizzly-subheading: She Deserts Her Cubs When Hotly Pursued by Hunters. (273, 254, 480, 279)
